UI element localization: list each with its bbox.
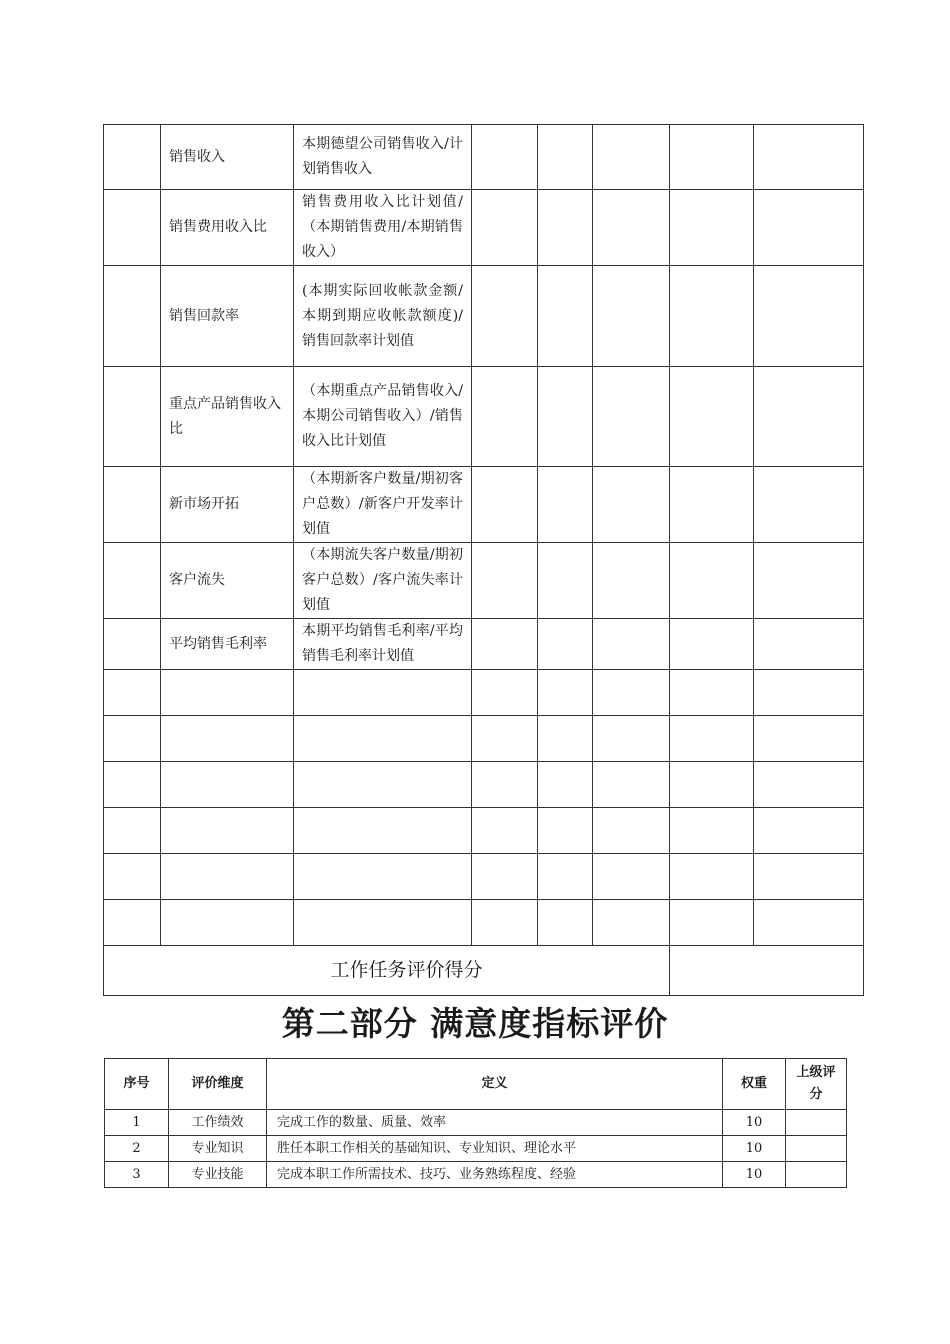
input-cell[interactable] xyxy=(593,190,670,266)
input-cell[interactable] xyxy=(538,190,593,266)
input-cell[interactable] xyxy=(754,619,864,670)
indicator-cell: 销售费用收入比 xyxy=(161,190,294,266)
no-cell: 2 xyxy=(105,1136,169,1162)
input-cell[interactable] xyxy=(472,190,538,266)
seq-cell xyxy=(104,367,161,467)
satisfaction-table xyxy=(104,1058,847,1188)
definition-cell: (本期实际回收帐款金额/本期到期应收帐款额度)/销售回款率计划值 xyxy=(294,266,472,367)
empty-cell[interactable] xyxy=(104,762,161,808)
input-cell[interactable] xyxy=(538,266,593,367)
definition-cell: （本期重点产品销售收入/本期公司销售收入）/销售收入比计划值 xyxy=(294,367,472,467)
input-cell[interactable] xyxy=(538,619,593,670)
empty-cell[interactable] xyxy=(472,808,538,854)
empty-cell[interactable] xyxy=(472,854,538,900)
empty-cell[interactable] xyxy=(538,900,593,946)
empty-cell[interactable] xyxy=(161,716,294,762)
empty-cell[interactable] xyxy=(472,716,538,762)
empty-cell[interactable] xyxy=(104,854,161,900)
empty-cell[interactable] xyxy=(754,716,864,762)
input-cell[interactable] xyxy=(670,266,754,367)
input-cell[interactable] xyxy=(670,543,754,619)
input-cell[interactable] xyxy=(472,367,538,467)
no-cell: 3 xyxy=(105,1162,169,1188)
input-cell[interactable] xyxy=(593,266,670,367)
input-cell[interactable] xyxy=(472,543,538,619)
empty-cell[interactable] xyxy=(294,854,472,900)
input-cell[interactable] xyxy=(754,190,864,266)
seq-cell xyxy=(104,467,161,543)
definition-cell: 本期德望公司销售收入/计划销售收入 xyxy=(294,125,472,190)
empty-cell[interactable] xyxy=(294,670,472,716)
input-cell[interactable] xyxy=(593,125,670,190)
indicator-cell: 新市场开拓 xyxy=(161,467,294,543)
empty-cell[interactable] xyxy=(593,854,670,900)
input-cell[interactable] xyxy=(472,266,538,367)
definition-cell: 完成本职工作所需技术、技巧、业务熟练程度、经验 xyxy=(267,1162,723,1188)
definition-cell: 完成工作的数量、质量、效率 xyxy=(267,1110,723,1136)
input-cell[interactable] xyxy=(538,125,593,190)
definition-cell: 本期平均销售毛利率/平均销售毛利率计划值 xyxy=(294,619,472,670)
table-row xyxy=(104,190,864,266)
empty-cell[interactable] xyxy=(754,854,864,900)
empty-cell[interactable] xyxy=(670,808,754,854)
empty-cell[interactable] xyxy=(670,716,754,762)
score-row xyxy=(104,946,864,996)
task-score-label: 工作任务评价得分 xyxy=(104,946,670,996)
indicator-cell: 销售收入 xyxy=(161,125,294,190)
input-cell[interactable] xyxy=(754,125,864,190)
empty-cell[interactable] xyxy=(294,808,472,854)
empty-row xyxy=(104,670,864,716)
empty-cell[interactable] xyxy=(161,854,294,900)
table-row xyxy=(104,467,864,543)
empty-cell[interactable] xyxy=(538,854,593,900)
input-cell[interactable] xyxy=(670,190,754,266)
table-row xyxy=(104,619,864,670)
input-cell[interactable] xyxy=(593,543,670,619)
empty-cell[interactable] xyxy=(538,716,593,762)
input-cell[interactable] xyxy=(754,266,864,367)
empty-cell[interactable] xyxy=(538,762,593,808)
seq-cell xyxy=(104,619,161,670)
table-row xyxy=(104,367,864,467)
empty-cell[interactable] xyxy=(104,900,161,946)
table-row xyxy=(104,543,864,619)
empty-cell[interactable] xyxy=(754,762,864,808)
input-cell[interactable] xyxy=(670,619,754,670)
header-dimension: 评价维度 xyxy=(169,1059,267,1110)
input-cell[interactable] xyxy=(754,367,864,467)
empty-row xyxy=(104,808,864,854)
dimension-cell: 工作绩效 xyxy=(169,1110,267,1136)
empty-cell[interactable] xyxy=(670,762,754,808)
dimension-cell: 专业技能 xyxy=(169,1162,267,1188)
score-cell[interactable] xyxy=(786,1136,847,1162)
weight-cell: 10 xyxy=(723,1110,786,1136)
empty-cell[interactable] xyxy=(104,670,161,716)
definition-cell: （本期流失客户数量/期初客户总数）/客户流失率计划值 xyxy=(294,543,472,619)
empty-cell[interactable] xyxy=(294,900,472,946)
empty-row xyxy=(104,900,864,946)
empty-cell[interactable] xyxy=(294,716,472,762)
table-row xyxy=(105,1110,847,1136)
seq-cell xyxy=(104,190,161,266)
empty-cell[interactable] xyxy=(593,808,670,854)
input-cell[interactable] xyxy=(754,543,864,619)
empty-cell[interactable] xyxy=(104,808,161,854)
empty-cell[interactable] xyxy=(593,900,670,946)
definition-cell: 胜任本职工作相关的基础知识、专业知识、理论水平 xyxy=(267,1136,723,1162)
empty-cell[interactable] xyxy=(472,762,538,808)
empty-cell[interactable] xyxy=(161,670,294,716)
input-cell[interactable] xyxy=(593,367,670,467)
empty-cell[interactable] xyxy=(754,670,864,716)
indicator-cell: 销售回款率 xyxy=(161,266,294,367)
seq-cell xyxy=(104,266,161,367)
empty-cell[interactable] xyxy=(472,670,538,716)
input-cell[interactable] xyxy=(593,619,670,670)
table-row xyxy=(105,1136,847,1162)
table-row xyxy=(104,266,864,367)
empty-cell[interactable] xyxy=(670,900,754,946)
empty-cell[interactable] xyxy=(754,900,864,946)
definition-cell: 销售费用收入比计划值/（本期销售费用/本期销售收入） xyxy=(294,190,472,266)
empty-row xyxy=(104,854,864,900)
empty-cell[interactable] xyxy=(472,900,538,946)
input-cell[interactable] xyxy=(593,467,670,543)
table-row xyxy=(105,1162,847,1188)
empty-cell[interactable] xyxy=(104,716,161,762)
indicator-cell: 平均销售毛利率 xyxy=(161,619,294,670)
empty-cell[interactable] xyxy=(593,762,670,808)
input-cell[interactable] xyxy=(472,125,538,190)
input-cell[interactable] xyxy=(754,467,864,543)
indicator-cell: 重点产品销售收入比 xyxy=(161,367,294,467)
seq-cell xyxy=(104,543,161,619)
empty-cell[interactable] xyxy=(161,900,294,946)
input-cell[interactable] xyxy=(472,619,538,670)
header-weight: 权重 xyxy=(723,1059,786,1110)
empty-cell[interactable] xyxy=(538,670,593,716)
table-header-row xyxy=(105,1059,847,1110)
empty-cell[interactable] xyxy=(161,762,294,808)
indicator-cell: 客户流失 xyxy=(161,543,294,619)
score-cell[interactable] xyxy=(786,1162,847,1188)
definition-cell: （本期新客户数量/期初客户总数）/新客户开发率计划值 xyxy=(294,467,472,543)
dimension-cell: 专业知识 xyxy=(169,1136,267,1162)
table-row xyxy=(104,125,864,190)
weight-cell: 10 xyxy=(723,1162,786,1188)
section-title: 第二部分 满意度指标评价 xyxy=(281,1004,669,1043)
empty-cell[interactable] xyxy=(538,808,593,854)
no-cell: 1 xyxy=(105,1110,169,1136)
empty-row xyxy=(104,762,864,808)
seq-cell xyxy=(104,125,161,190)
input-cell[interactable] xyxy=(538,543,593,619)
work-task-table xyxy=(103,124,864,996)
empty-cell[interactable] xyxy=(593,716,670,762)
empty-cell[interactable] xyxy=(670,854,754,900)
input-cell[interactable] xyxy=(670,367,754,467)
empty-cell[interactable] xyxy=(593,670,670,716)
task-score-value-cell[interactable] xyxy=(670,946,864,996)
empty-row xyxy=(104,716,864,762)
header-no: 序号 xyxy=(105,1059,169,1110)
input-cell[interactable] xyxy=(472,467,538,543)
header-supervisor-score: 上级评分 xyxy=(786,1059,847,1110)
header-definition: 定义 xyxy=(267,1059,723,1110)
empty-cell[interactable] xyxy=(754,808,864,854)
input-cell[interactable] xyxy=(670,125,754,190)
input-cell[interactable] xyxy=(538,367,593,467)
input-cell[interactable] xyxy=(670,467,754,543)
input-cell[interactable] xyxy=(538,467,593,543)
empty-cell[interactable] xyxy=(294,762,472,808)
weight-cell: 10 xyxy=(723,1136,786,1162)
score-cell[interactable] xyxy=(786,1110,847,1136)
empty-cell[interactable] xyxy=(161,808,294,854)
empty-cell[interactable] xyxy=(670,670,754,716)
